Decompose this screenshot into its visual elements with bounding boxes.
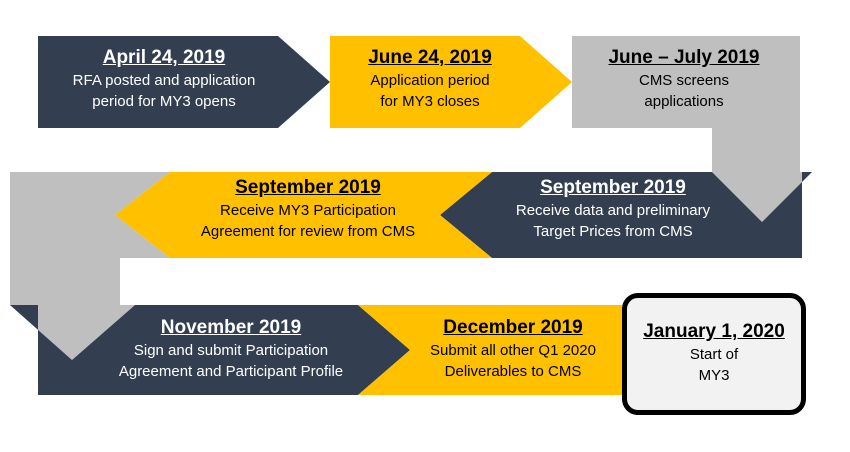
step-4-desc-line2: Target Prices from CMS <box>533 223 693 240</box>
step-8-desc-line2: MY3 <box>698 367 730 384</box>
step-5 <box>180 176 436 242</box>
step-6-date: November 2019 <box>160 317 302 338</box>
step-3 <box>578 46 790 112</box>
step-7 <box>402 316 624 382</box>
step-3-desc-line1: CMS screens <box>638 72 730 89</box>
step-8-date: January 1, 2020 <box>643 321 785 342</box>
step-5-desc-line1: Receive MY3 Participation <box>220 202 396 219</box>
step-8 <box>627 320 801 386</box>
step-6-desc-line1: Sign and submit Participation <box>133 342 329 359</box>
step-5-date: September 2019 <box>235 177 381 198</box>
step-1 <box>46 46 282 112</box>
step-4-desc-line1: Receive data and preliminary <box>515 202 711 219</box>
step-4-date: September 2019 <box>540 177 686 198</box>
step-4 <box>488 176 738 242</box>
step-6-desc-line2: Agreement and Participant Profile <box>118 363 344 380</box>
step-7-date: December 2019 <box>443 317 583 338</box>
step-3-date: June – July 2019 <box>608 47 760 68</box>
step-2-desc-line1: Application period <box>370 72 490 89</box>
step-8-desc-line1: Start of <box>689 346 739 363</box>
step-3-desc-line2: applications <box>644 93 724 110</box>
step-7-desc-line2: Deliverables to CMS <box>444 363 582 380</box>
step-7-desc-line1: Submit all other Q1 2020 <box>430 342 596 359</box>
step-2-desc-line2: for MY3 closes <box>380 93 480 110</box>
step-1-desc-line2: period for MY3 opens <box>92 93 236 110</box>
step-5-desc-line2: Agreement for review from CMS <box>200 223 416 240</box>
step-6 <box>100 316 362 382</box>
step-1-desc-line1: RFA posted and application <box>72 72 256 89</box>
step-2-date: June 24, 2019 <box>368 47 492 68</box>
step-2 <box>330 46 530 112</box>
step-1-date: April 24, 2019 <box>102 47 226 68</box>
